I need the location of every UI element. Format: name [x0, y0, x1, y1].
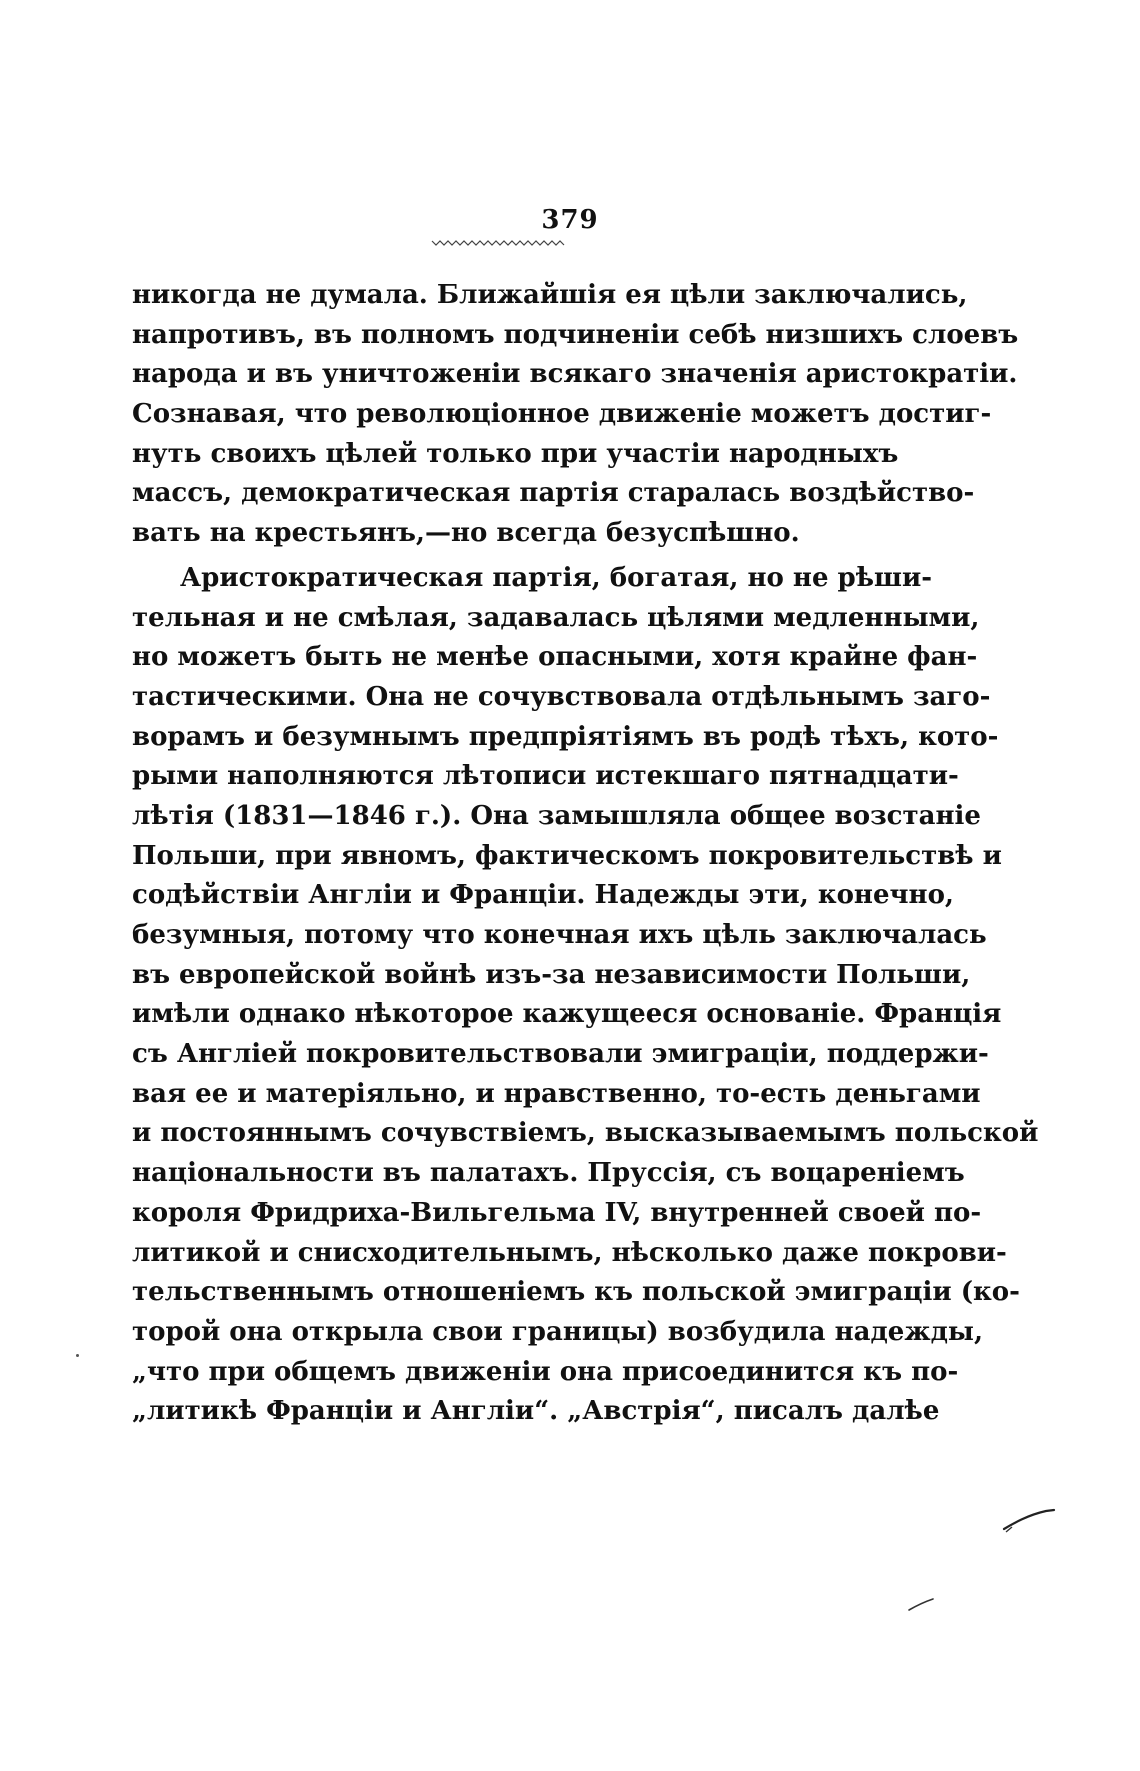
text-line: имѣли однако нѣкоторое кажущееся основаніе. Франція	[132, 999, 1002, 1030]
text-line: тельная и не смѣлая, задавалась цѣлями медленными,	[132, 602, 980, 633]
text-line: Аристократическая партія, богатая, но не рѣши-	[180, 562, 933, 593]
text-line: торой она открыла свои границы) возбудила надежды,	[132, 1316, 984, 1347]
pencil-mark	[1000, 1505, 1060, 1535]
pencil-mark	[906, 1595, 936, 1615]
text-line: въ европейской войнѣ изъ-за независимости Польши,	[132, 959, 971, 990]
text-line: ворамъ и безумнымъ предпріятіямъ въ родѣ тѣхъ, кото-	[132, 721, 999, 752]
text-line: и постояннымъ сочувствіемъ, высказываемымъ польской	[132, 1118, 1039, 1149]
text-line: Сознавая, что революціонное движеніе можетъ достиг-	[132, 399, 992, 430]
text-line: народа и въ уничтоженіи всякаго значенія аристократіи.	[132, 359, 1018, 390]
text-line: тастическими. Она не сочувствовала отдѣльнымъ заго-	[132, 681, 991, 712]
text-line: съ Англіей покровительствовали эмиграціи, поддержи-	[132, 1039, 989, 1070]
text-line: тельственнымъ отношеніемъ къ польской эмиграціи (ко-	[132, 1277, 1020, 1308]
body-text	[132, 276, 1039, 1432]
text-line: литикой и снисходительнымъ, нѣсколько даже покрови-	[132, 1237, 1007, 1268]
paragraph-2	[132, 559, 1039, 1432]
text-line: безумныя, потому что конечная ихъ цѣль заключалась	[132, 920, 987, 950]
text-line: массъ, демократическая партія старалась воздѣйство-	[132, 478, 975, 509]
text-line: рыми наполняются лѣтописи истекшаго пятнадцати-	[132, 761, 959, 792]
text-line: національности въ палатахъ. Пруссія, съ воцареніемъ	[132, 1158, 965, 1189]
text-line: „литикѣ Франціи и Англіи“. „Австрія“, писалъ далѣе	[132, 1396, 940, 1427]
text-line: вая ее и матеріяльно, и нравственно, то-есть деньгами	[132, 1078, 981, 1109]
speck	[76, 1354, 79, 1357]
text-line: но можетъ быть не менѣе опасными, хотя крайне фан-	[132, 642, 978, 673]
text-line: напротивъ, въ полномъ подчиненіи себѣ низшихъ слоевъ	[132, 319, 1019, 350]
text-line: содѣйствіи Англіи и Франціи. Надежды эти, конечно,	[132, 880, 954, 911]
text-line: „что при общемъ движеніи она присоединится къ по-	[132, 1356, 959, 1387]
text-line: никогда не думала. Ближайшія ея цѣли заключались,	[132, 280, 968, 310]
wavy-rule-divider	[430, 238, 570, 248]
page-number: 379	[541, 205, 599, 235]
paragraph-1	[132, 276, 1019, 554]
text-line: вать на крестьянъ,—но всегда безуспѣшно.	[132, 518, 800, 549]
text-line: Польши, при явномъ, фактическомъ покровительствѣ и	[132, 840, 1002, 871]
text-line: лѣтія (1831—1846 г.). Она замышляла общее возстаніе	[132, 800, 981, 831]
text-line: короля Фридриха-Вильгельма IV, внутренней своей по-	[132, 1197, 982, 1228]
text-line: нуть своихъ цѣлей только при участіи народныхъ	[132, 438, 899, 469]
